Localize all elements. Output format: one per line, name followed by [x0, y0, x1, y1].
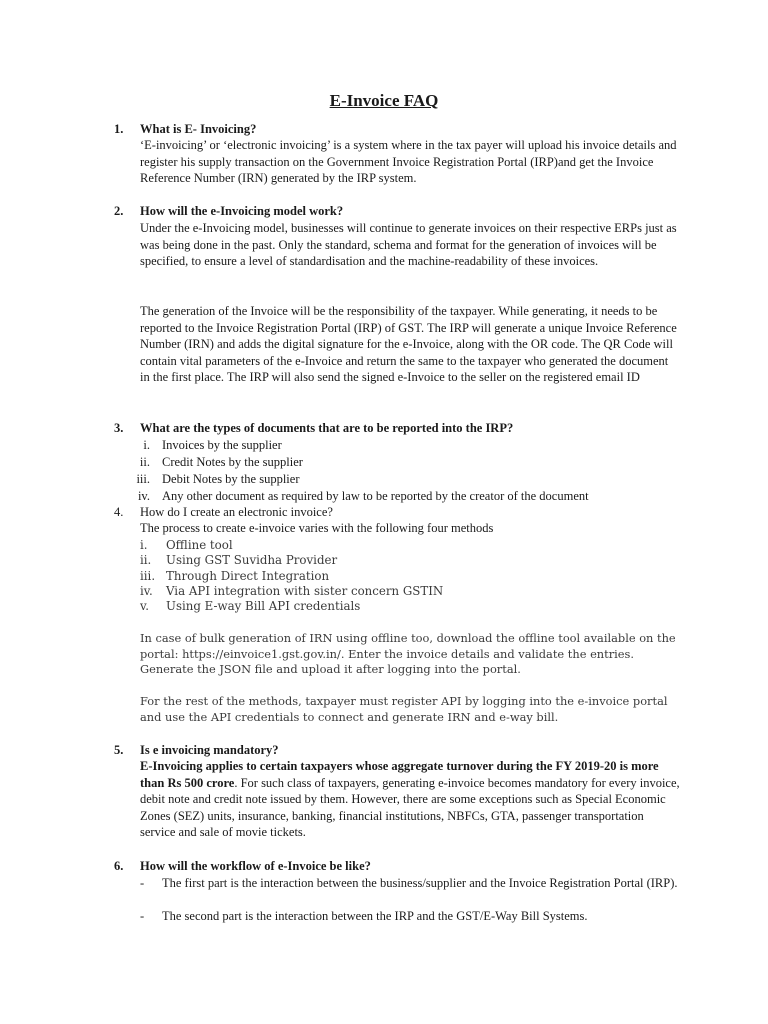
q1-question: What is E- Invoicing?: [140, 122, 257, 136]
q3-number: 3.: [114, 421, 124, 435]
q4-paragraph-2: For the rest of the methods, taxpayer must register API by logging into the e-invoice portal and use the API credentials to connect and generate IRN and e-way bill.: [140, 694, 668, 724]
q6-item: The first part is the interaction between the business/supplier and the Invoice Registration Portal (IRP).: [162, 876, 678, 890]
q4-item-marker: iv.: [140, 584, 153, 598]
q1-number: 1.: [114, 122, 124, 136]
q3-item: Any other document as required by law to be reported by the creator of the document: [162, 489, 589, 503]
page-title: E-Invoice FAQ: [329, 91, 439, 110]
q4-item: Using GST Suvidha Provider: [166, 553, 338, 567]
q3-item-marker: i.: [143, 438, 150, 452]
q2-paragraph-1: Under the e-Invoicing model, businesses will continue to generate invoices on their respective ERPs just as was being done in the past. Only the standard, schema and format for the generation of invoices will be specified, to ensure a level of standardisation and the machine-readability of these invoices.: [140, 221, 677, 269]
q4-question: How do I create an electronic invoice?: [140, 505, 333, 519]
q4-item-marker: ii.: [140, 553, 152, 567]
q3-item: Debit Notes by the supplier: [162, 472, 300, 486]
q6-number: 6.: [114, 859, 124, 873]
q3-item: Credit Notes by the supplier: [162, 455, 303, 469]
q4-item: Offline tool: [166, 538, 233, 552]
q3-item: Invoices by the supplier: [162, 438, 282, 452]
q4-item-marker: v.: [140, 599, 150, 613]
q2-number: 2.: [114, 204, 124, 218]
q4-item: Through Direct Integration: [166, 569, 330, 583]
q1-answer: ‘E-invoicing’ or ‘electronic invoicing’ is a system where in the tax payer will upload his invoice details and register his supply transaction on the Government Invoice Registration Portal (IRP)and get the Invoice Reference Number (IRN) generated by the IRP system.: [140, 138, 677, 186]
q4-paragraph-1: In case of bulk generation of IRN using offline too, download the offline tool available on the portal: https://einvoice1.gst.gov.in/. Enter the invoice details and validate the entries. Generate the JSON file and upload it after logging into the portal.: [140, 631, 676, 676]
q4-item-marker: i.: [140, 538, 148, 552]
q4-item-marker: iii.: [140, 569, 156, 583]
q5-answer: [140, 758, 680, 841]
q5-question: Is e invoicing mandatory?: [140, 743, 279, 757]
q2-question: How will the e-Invoicing model work?: [140, 204, 344, 218]
q3-question: What are the types of documents that are to be reported into the IRP?: [140, 421, 514, 435]
q6-item: The second part is the interaction between the IRP and the GST/E-Way Bill Systems.: [162, 909, 588, 923]
q6-question: How will the workflow of e-Invoice be like?: [140, 859, 371, 873]
q4-number: 4.: [114, 505, 124, 519]
q5-number: 5.: [114, 743, 124, 757]
q2-paragraph-2: The generation of the Invoice will be the responsibility of the taxpayer. While generating, it needs to be reported to the Invoice Registration Portal (IRP) of GST. The IRP will generate a unique Invoice Reference Number (IRN) and adds the digital signature for the e-Invoice, along with the OR code. The QR Code will contain vital parameters of the e-Invoice and return the same to the taxpayer who generated the document in the first place. The IRP will also send the signed e-Invoice to the seller on the registered email ID: [140, 304, 677, 385]
q3-item-marker: iii.: [136, 472, 150, 486]
q4-item: Using E-way Bill API credentials: [166, 599, 361, 613]
q5-rest: . For such class of taxpayers, generating e-invoice becomes mandatory for every invoice, debit note and credit note issued by them. However, there are some exceptions such as Special Economic Zones (SEZ) units, insurance, banking, financial institutions, NBFCs, GTA, passenger transportation service and sale of movie tickets.: [140, 775, 680, 840]
q3-item-marker: iv.: [137, 489, 150, 503]
q4-item: Via API integration with sister concern GSTIN: [166, 584, 444, 598]
q6-item-marker: -: [140, 876, 145, 890]
q4-intro: The process to create e-invoice varies with the following four methods: [140, 521, 494, 535]
q3-item-marker: ii.: [139, 455, 150, 469]
q5-bold-lead: E-Invoicing applies to certain taxpayers whose aggregate turnover during the FY 2019-20 is more than Rs 500 crore: [140, 759, 659, 790]
q6-item-marker: -: [140, 909, 145, 923]
